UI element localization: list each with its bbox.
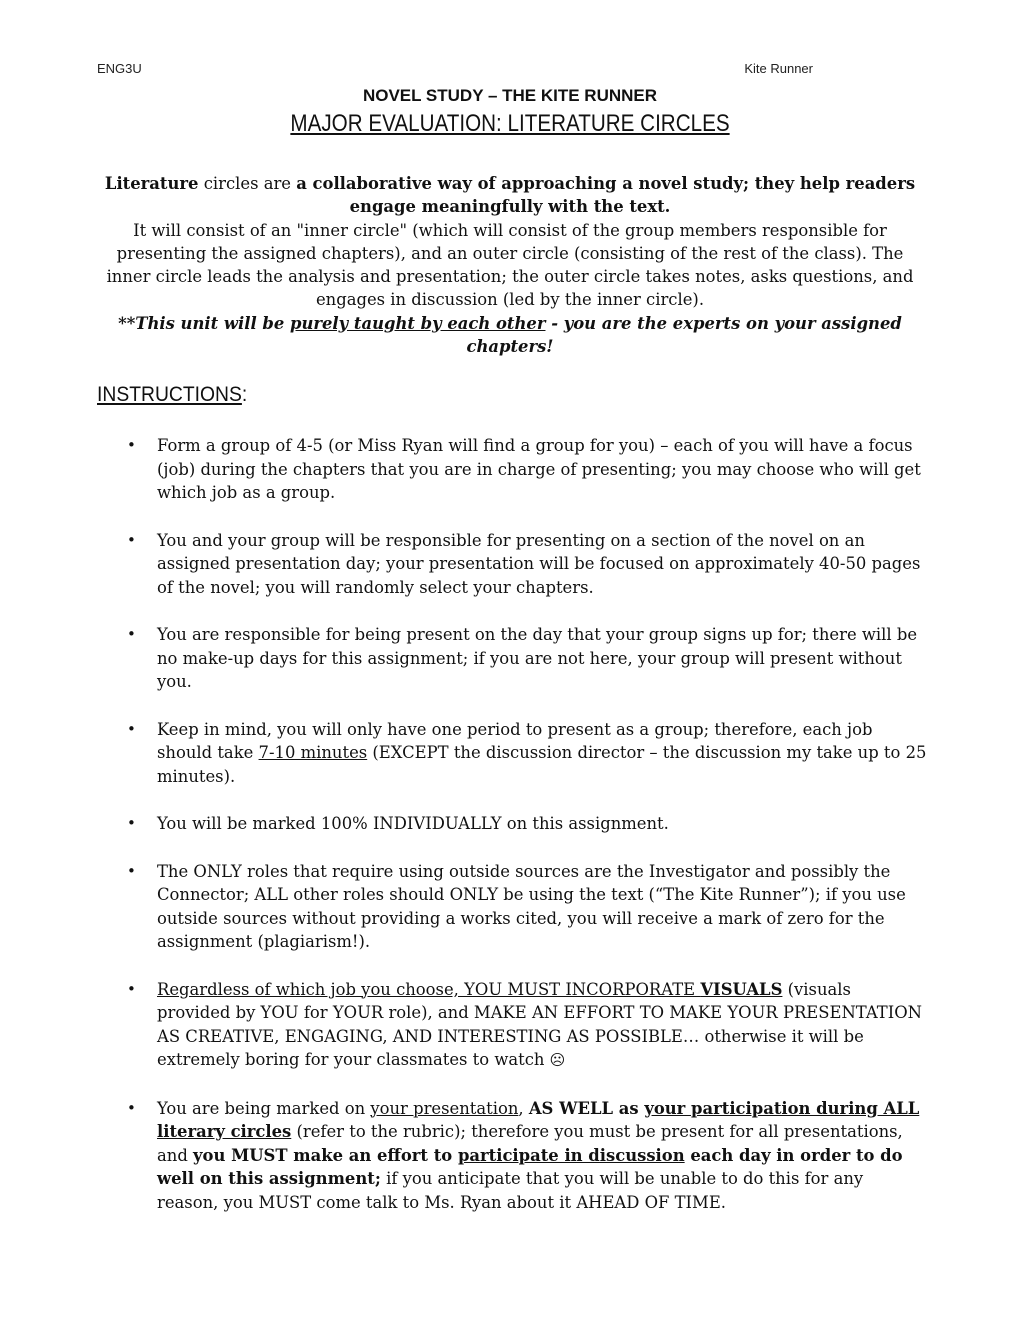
bullet-text: Keep in mind, you will only have one period to present as a group; therefore, each job should take xyxy=(157,719,873,762)
bullet-underlined-bold xyxy=(700,980,782,999)
bullet-text: , xyxy=(518,1098,529,1118)
header-course-code: ENG3U xyxy=(97,61,142,76)
list-item xyxy=(157,718,927,789)
intro-paragraph-3 xyxy=(97,312,923,359)
bullet-bold: VISUALS xyxy=(700,979,783,999)
bullet-text: You are responsible for being present on the day that your group signs up for; there will be no make-up days for this assignment; if you are not here, your group will present without you. xyxy=(157,625,918,691)
bullet-text: if you anticipate that you will be unable to do this for any reason, you MUST come talk to Ms. Ryan about it AHEAD OF TIME. xyxy=(157,1169,864,1212)
list-item xyxy=(157,978,927,1073)
intro-section xyxy=(97,172,923,358)
bullet-text: (refer to the rubric); therefore you must be present for all presentations, and xyxy=(157,1122,903,1165)
title-major-evaluation: MAJOR EVALUATION: LITERATURE CIRCLES xyxy=(290,110,730,137)
bullet-bold: you MUST make an effort to xyxy=(193,1145,458,1165)
bullet-text: Form a group of 4-5 (or Miss Ryan will find a group for you) – each of you will have a focus (job) during the chapters that you are in charge of presenting; you may choose who will get which job as a group. xyxy=(157,436,921,502)
bullet-text: The ONLY roles that require using outside sources are the Investigator and possibly the Connector; ALL other roles should ONLY be using the text (“The Kite Runner”); if you use outside sources without providing a works cited, you will receive a mark of zero for the assignment (plagiarism!). xyxy=(157,861,906,951)
intro-paragraph-1 xyxy=(97,172,923,219)
instructions-heading-text: INSTRUCTIONS xyxy=(97,383,242,406)
header-novel-title: Kite Runner xyxy=(744,61,813,76)
instructions-heading xyxy=(97,383,247,407)
intro-underlined-phrase: purely taught by each other xyxy=(289,313,546,333)
bullet-underlined: Regardless of which job you choose, YOU MUST INCORPORATE xyxy=(157,979,701,999)
intro-paragraph-2: It will consist of an "inner circle" (which will consist of the group members responsible for presenting the assigned chapters), and an outer circle (consisting of the rest of the class). The inner circle leads the analysis and presentation; the outer circle takes notes, asks questions, and engages in discussion (led by the inner circle). xyxy=(106,220,914,310)
intro-bold-definition: a collaborative way of approaching a novel study; they help readers engage meaningfully with the text. xyxy=(296,174,916,217)
list-item xyxy=(157,529,927,600)
list-item xyxy=(157,1097,927,1215)
intro-bold-literature: Literature xyxy=(104,174,199,193)
title-novel-study: NOVEL STUDY – THE KITE RUNNER xyxy=(362,86,658,105)
instructions-list xyxy=(157,434,927,1238)
intro-emphasis-text: - you are the experts on your assigned chapters! xyxy=(466,313,902,357)
bullet-text: (visuals provided by YOU for YOUR role), and MAKE AN EFFORT TO MAKE YOUR PRESENTATION AS CREATIVE, ENGAGING, AND INTERESTING AS POSSIBLE… otherwise it will be extremely boring for your classmates to watch xyxy=(157,979,922,1069)
list-item xyxy=(157,812,927,836)
bullet-underlined: your presentation xyxy=(370,1098,519,1118)
sad-face-icon: ☹ xyxy=(549,1051,566,1069)
bullet-underlined: 7-10 minutes xyxy=(258,743,368,762)
list-item xyxy=(157,860,927,954)
intro-emphasis-text: **This unit will be xyxy=(118,313,290,333)
bullet-text: You and your group will be responsible for presenting on a section of the novel on an assigned presentation day; your presentation will be focused on approximately 40-50 pages of the novel; you will randomly select your chapters. xyxy=(157,530,921,597)
bullet-bold: your participation during ALL literary circles xyxy=(157,1098,920,1141)
intro-text: circles are xyxy=(198,174,297,193)
bullet-text: You are being marked on xyxy=(157,1098,371,1118)
bullet-underlined-bold xyxy=(458,1146,685,1165)
bullet-text: (EXCEPT the discussion director – the discussion my take up to 25 minutes). xyxy=(157,743,927,786)
bullet-bold: AS WELL as xyxy=(528,1098,645,1118)
bullet-text: You will be marked 100% INDIVIDUALLY on this assignment. xyxy=(157,814,669,833)
list-item xyxy=(157,623,927,694)
bullet-bold: each day in order to do well on this assignment; xyxy=(157,1145,903,1188)
bullet-bold: participate in discussion xyxy=(457,1145,685,1165)
list-item xyxy=(157,434,927,505)
instructions-colon: : xyxy=(241,383,248,406)
